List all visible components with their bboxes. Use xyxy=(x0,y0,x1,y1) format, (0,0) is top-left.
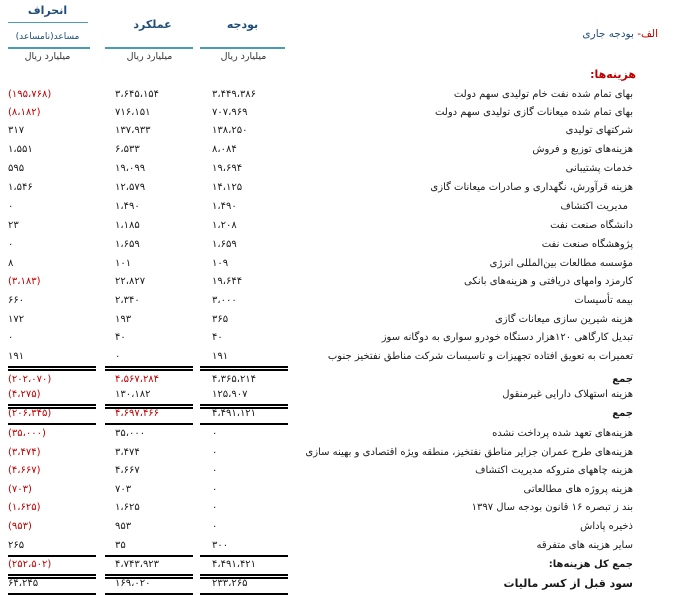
table-row xyxy=(0,481,678,499)
cell-label: جمع کل هزینه‌ها: xyxy=(548,559,633,570)
rule-subtotal-2b xyxy=(200,407,288,409)
cell-budget: ۳،۰۰۰ xyxy=(212,295,237,306)
table-row xyxy=(0,348,678,366)
rule-subtotal-2b xyxy=(8,407,96,409)
cell-label: جمع xyxy=(612,374,633,385)
cell-budget: ۱۲۵،۹۰۷ xyxy=(212,389,248,400)
cell-label: هزینه‌های توزیع و فروش xyxy=(532,144,633,155)
table-row xyxy=(0,104,678,122)
table-row xyxy=(0,217,678,235)
rule-total-a xyxy=(200,555,288,557)
cell-label: مدیریت اکتشاف xyxy=(560,201,628,212)
cell-actual: ۱۹،۰۹۹ xyxy=(115,163,146,174)
cell-variance: (۲۵۲،۵۰۲) xyxy=(8,559,52,570)
rule-subtotal-1a xyxy=(8,366,96,368)
cell-actual: ۳،۶۴۵،۱۵۴ xyxy=(115,89,160,100)
table-row xyxy=(0,575,678,593)
table-row xyxy=(0,386,678,404)
table-row xyxy=(0,499,678,517)
rule-subtotal-1b xyxy=(8,369,96,371)
cell-budget: ۱،۲۰۸ xyxy=(212,220,237,231)
cell-budget: ۰ xyxy=(212,502,218,513)
cell-actual: ۲۲،۸۲۷ xyxy=(115,276,146,287)
cell-budget: ۰ xyxy=(212,428,218,439)
cell-variance: ۶۴،۲۴۵ xyxy=(8,578,39,589)
cell-actual: ۱۰۱ xyxy=(115,258,132,269)
cell-variance: ۰ xyxy=(8,201,14,212)
cell-actual: ۴،۶۶۷ xyxy=(115,465,140,476)
section-title xyxy=(582,28,658,40)
cell-label: بهای تمام شده میعانات گازی تولیدی سهم دولت xyxy=(434,107,633,118)
cell-label: تعمیرات به تعویق افتاده تجهیزات و تاسیسات شرکت مناطق نفتخیز جنوب xyxy=(327,351,633,362)
cell-label: دانشگاه صنعت نفت xyxy=(550,220,633,231)
cell-actual: ۰ xyxy=(115,351,121,362)
table-row xyxy=(0,273,678,291)
rule-subtotal-1b xyxy=(200,369,288,371)
actual-header: عملکرد xyxy=(133,18,172,31)
cell-label: هزینه پروژه های مطالعاتی xyxy=(523,484,633,495)
cell-variance: (۲۰۲،۰۷۰) xyxy=(8,374,52,385)
rule-subtotal-2a xyxy=(200,404,288,406)
cell-label: هزینه‌های تعهد شده پرداخت نشده xyxy=(492,428,633,439)
cell-budget: ۰ xyxy=(212,521,218,532)
table-row xyxy=(0,537,678,555)
cell-actual: ۴،۷۴۳،۹۲۳ xyxy=(115,559,160,570)
cell-variance: ۱۹۱ xyxy=(8,351,25,362)
cell-actual: ۴،۵۶۷،۲۸۴ xyxy=(115,374,160,385)
cell-actual: ۷۱۶،۱۵۱ xyxy=(115,107,151,118)
header-underline-actual xyxy=(105,47,193,49)
cell-label: هزینه‌های طرح عمران جزایر مناطق نفتخیز، منطقه ویژه اقتصادی و بهینه سازی xyxy=(305,447,633,458)
cell-label: هزینه شیرین سازی میعانات گازی xyxy=(494,314,633,325)
table-row xyxy=(0,160,678,178)
cell-budget: ۱۳۸،۲۵۰ xyxy=(212,125,248,136)
section-prefix: الف- xyxy=(637,28,658,40)
cell-actual: ۱،۶۲۵ xyxy=(115,502,140,513)
cell-actual: ۱۳۰،۱۸۲ xyxy=(115,389,151,400)
cell-variance: (۷۰۳) xyxy=(8,484,32,495)
cell-variance: (۳،۴۷۴) xyxy=(8,447,41,458)
cell-label: مؤسسه مطالعات بین‌المللی انرژی xyxy=(489,258,633,269)
section-name: بودجه جاری xyxy=(582,28,634,40)
table-row xyxy=(0,311,678,329)
unit-actual: میلیارد ریال xyxy=(126,51,173,62)
table-row xyxy=(0,444,678,462)
table-row xyxy=(0,425,678,443)
cell-actual: ۱۶۹،۰۲۰ xyxy=(115,578,151,589)
cell-variance: ۱،۵۴۶ xyxy=(8,182,33,193)
cell-label: سود قبل از کسر مالیات xyxy=(503,577,633,590)
cell-actual: ۶،۵۳۳ xyxy=(115,144,140,155)
rule-total-b xyxy=(200,574,288,576)
cell-label: تبدیل کارگاهی ۱۲۰هزار دستگاه خودرو سواری به دوگانه سوز xyxy=(381,332,633,343)
cell-label: بیمه تأسیسات xyxy=(574,295,633,306)
table-row xyxy=(0,86,678,104)
rule-final xyxy=(200,593,288,595)
table-row xyxy=(0,122,678,140)
cell-budget: ۳،۴۴۹،۳۸۶ xyxy=(212,89,257,100)
cell-budget: ۰ xyxy=(212,465,218,476)
variance-header-title: انحراف xyxy=(27,4,68,17)
cell-budget: ۳۶۵ xyxy=(212,314,229,325)
rule-subtotal-2a xyxy=(8,404,96,406)
cell-budget: ۳۰۰ xyxy=(212,540,229,551)
cell-actual: ۳،۴۷۴ xyxy=(115,447,140,458)
cell-variance: ۲۳ xyxy=(8,220,19,231)
cell-variance: ۱،۵۵۱ xyxy=(8,144,33,155)
cell-label: هزینه استهلاک دارایی غیرمنقول xyxy=(502,389,633,400)
rule-total-b xyxy=(8,574,96,576)
cell-budget: ۱،۴۹۰ xyxy=(212,201,237,212)
unit-variance: میلیارد ریال xyxy=(24,51,71,62)
cell-label: بهای تمام شده نفت خام تولیدی سهم دولت xyxy=(453,89,633,100)
header-underline-variance-top xyxy=(8,22,88,23)
cell-actual: ۴۰ xyxy=(115,332,126,343)
budget-header: بودجه xyxy=(226,18,259,31)
cell-label: جمع xyxy=(612,408,633,419)
cell-variance: ۰ xyxy=(8,332,14,343)
cell-actual: ۳۵،۰۰۰ xyxy=(115,428,146,439)
rule-total-b xyxy=(105,574,193,576)
table-row xyxy=(0,255,678,273)
rule-total-c xyxy=(200,577,288,579)
cell-variance: (۳۵،۰۰۰) xyxy=(8,428,46,439)
cell-variance: (۳،۱۸۳) xyxy=(8,276,41,287)
variance-header xyxy=(10,4,85,17)
unit-budget: میلیارد ریال xyxy=(220,51,267,62)
cell-budget: ۱۴،۱۲۵ xyxy=(212,182,243,193)
cell-budget: ۱،۶۵۹ xyxy=(212,239,237,250)
rule-subtotal-2b xyxy=(105,407,193,409)
table-row xyxy=(0,179,678,197)
table-row xyxy=(0,518,678,536)
cell-actual: ۲،۳۴۰ xyxy=(115,295,140,306)
cell-label: هزینه قرآورش، نگهداری و صادرات میعانات گازی xyxy=(430,182,633,193)
header-underline-budget xyxy=(200,47,285,49)
cell-budget: ۲۳۳،۲۶۵ xyxy=(212,578,248,589)
cell-budget: ۴،۴۹۱،۴۲۱ xyxy=(212,559,257,570)
cell-variance: ۵۹۵ xyxy=(8,163,25,174)
cell-label: خدمات پشتیبانی xyxy=(565,163,633,174)
cell-budget: ۸،۰۸۴ xyxy=(212,144,237,155)
table-row xyxy=(0,462,678,480)
cell-label: پژوهشگاه صنعت نفت xyxy=(541,239,633,250)
rule-final xyxy=(8,593,96,595)
cell-variance: (۲۰۶،۳۴۵) xyxy=(8,408,52,419)
cell-actual: ۱،۶۵۹ xyxy=(115,239,140,250)
cell-actual: ۱۳۷،۹۳۳ xyxy=(115,125,151,136)
cell-variance: ۸ xyxy=(8,258,14,269)
cell-label: کارمزد وامهای دریافتی و هزینه‌های بانکی xyxy=(464,276,633,287)
cell-actual: ۱۲،۵۷۹ xyxy=(115,182,146,193)
cell-variance: (۴،۲۷۵) xyxy=(8,389,41,400)
cell-variance: (۴،۶۶۷) xyxy=(8,465,41,476)
cell-actual: ۴،۶۹۷،۴۶۶ xyxy=(115,408,160,419)
rule-subtotal-3 xyxy=(105,423,193,425)
rule-subtotal-1a xyxy=(105,366,193,368)
table-row xyxy=(0,292,678,310)
cell-budget: ۰ xyxy=(212,447,218,458)
rule-total-c xyxy=(105,577,193,579)
cell-label: شرکتهای تولیدی xyxy=(565,125,633,136)
cell-actual: ۱۹۳ xyxy=(115,314,132,325)
cell-budget: ۴،۴۹۱،۱۲۱ xyxy=(212,408,257,419)
cell-variance: ۳۱۷ xyxy=(8,125,25,136)
cell-variance: (۹۵۳) xyxy=(8,521,32,532)
cell-actual: ۳۵ xyxy=(115,540,126,551)
rule-total-c xyxy=(8,577,96,579)
cell-budget: ۴،۳۶۵،۲۱۴ xyxy=(212,374,257,385)
cell-label: بند ز تبصره ۱۶ قانون بودجه سال ۱۳۹۷ xyxy=(471,502,633,513)
cell-variance: ۶۶۰ xyxy=(8,295,25,306)
cell-budget: ۰ xyxy=(212,484,218,495)
cell-variance: (۱،۶۲۵) xyxy=(8,502,41,513)
cell-actual: ۷۰۳ xyxy=(115,484,132,495)
rule-final xyxy=(105,593,193,595)
table-row xyxy=(0,405,678,423)
cell-variance: ۲۶۵ xyxy=(8,540,25,551)
rule-total-a xyxy=(8,555,96,557)
cell-actual: ۹۵۳ xyxy=(115,521,132,532)
category-title: هزینه‌ها: xyxy=(590,68,636,81)
cell-actual: ۱،۱۸۵ xyxy=(115,220,140,231)
table-row xyxy=(0,236,678,254)
cell-budget: ۱۹۱ xyxy=(212,351,229,362)
rule-total-a xyxy=(105,555,193,557)
rule-subtotal-1a xyxy=(200,366,288,368)
cell-budget: ۱۰۹ xyxy=(212,258,229,269)
cell-label: سایر هزینه های متفرقه xyxy=(536,540,633,551)
table-row xyxy=(0,329,678,347)
rule-subtotal-1b xyxy=(105,369,193,371)
cell-variance: ۰ xyxy=(8,239,14,250)
cell-label: هزینه چاههای متروکه مدیریت اکتشاف xyxy=(475,465,633,476)
rule-subtotal-2a xyxy=(105,404,193,406)
cell-actual: ۱،۴۹۰ xyxy=(115,201,140,212)
rule-subtotal-3 xyxy=(8,423,96,425)
cell-variance: (۱۹۵،۷۶۸) xyxy=(8,89,52,100)
table-row xyxy=(0,198,678,216)
variance-subheader: مساعد(نامساعد) xyxy=(15,32,80,42)
cell-label: ذخیره پاداش xyxy=(580,521,633,532)
cell-budget: ۴۰ xyxy=(212,332,223,343)
cell-budget: ۷۰۷،۹۶۹ xyxy=(212,107,248,118)
table-row xyxy=(0,141,678,159)
cell-variance: (۸،۱۸۲) xyxy=(8,107,41,118)
cell-budget: ۱۹،۶۴۴ xyxy=(212,276,243,287)
cell-variance: ۱۷۲ xyxy=(8,314,25,325)
rule-subtotal-3 xyxy=(200,423,288,425)
cell-budget: ۱۹،۶۹۴ xyxy=(212,163,243,174)
table-row xyxy=(0,556,678,574)
header-underline-variance xyxy=(8,47,90,49)
